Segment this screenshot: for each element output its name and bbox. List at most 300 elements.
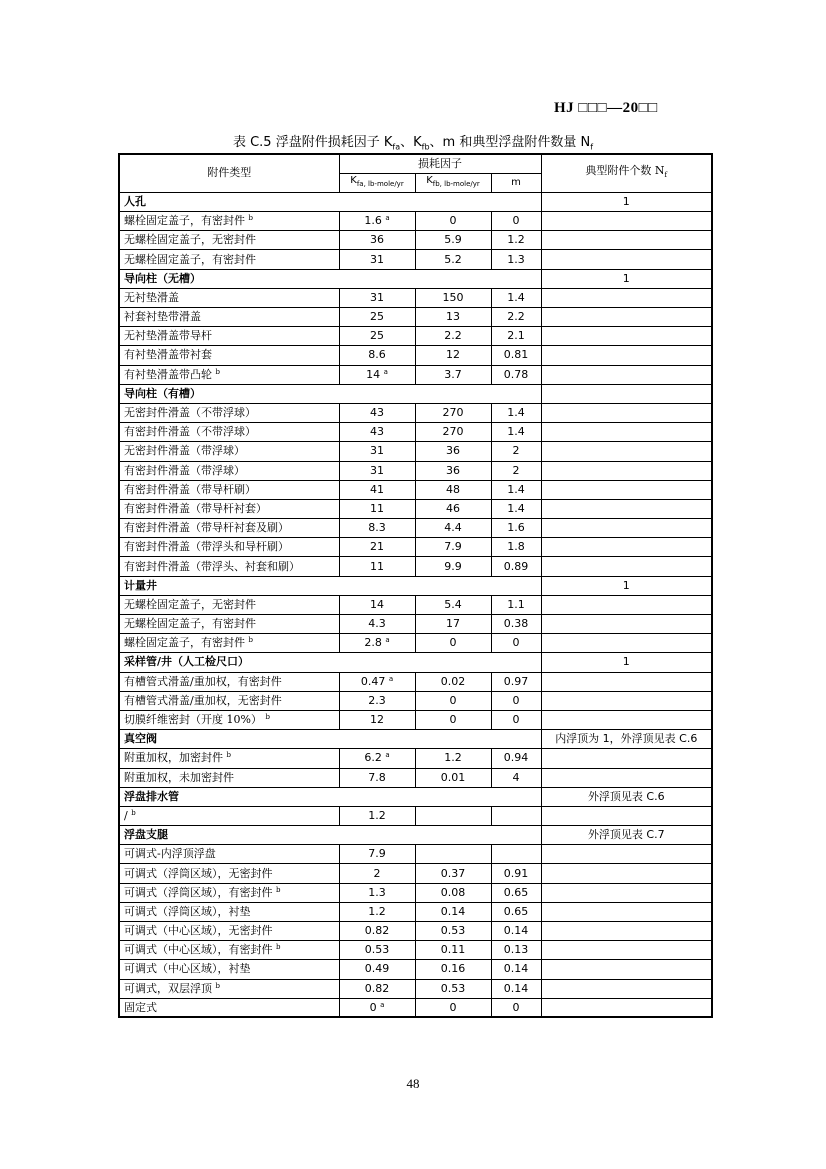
- fitting-type-text: 有槽管式滑盖/重加权，有密封件: [124, 674, 282, 688]
- kfa-value: [339, 922, 415, 941]
- kfb-value: 5.9: [415, 231, 491, 250]
- header-kfb: [415, 173, 491, 192]
- fitting-type-text: 螺栓固定盖子，有密封件: [124, 214, 245, 228]
- kfa-value-text: 0: [369, 1000, 377, 1014]
- m-value: 0.13: [491, 941, 541, 960]
- fitting-type-text: 无螺栓固定盖子，有密封件: [124, 617, 256, 631]
- fitting-type: [119, 634, 339, 653]
- nf-value: [541, 749, 712, 768]
- nf-value: [541, 845, 712, 864]
- nf-value: [541, 346, 712, 365]
- footnote-mark: b: [215, 981, 220, 990]
- kfb-value: 270: [415, 403, 491, 422]
- fitting-type-text: 有密封件滑盖（带浮球）: [124, 463, 245, 477]
- table-row: [119, 806, 712, 825]
- table-title-sep: 、K: [400, 135, 422, 150]
- fitting-type-text: 螺栓固定盖子，有密封件: [124, 636, 245, 650]
- kfb-value: 0.16: [415, 960, 491, 979]
- category-nf: [541, 384, 712, 403]
- kfa-value: [339, 308, 415, 327]
- fitting-type: [119, 212, 339, 231]
- fitting-type: [119, 615, 339, 634]
- m-value: 0.97: [491, 672, 541, 691]
- fitting-type: [119, 902, 339, 921]
- fitting-type: [119, 365, 339, 384]
- category-row: [119, 192, 712, 211]
- header-kfa-sub: fa, lb-mole/yr: [356, 180, 404, 189]
- fitting-type-text: 有密封件滑盖（带导杆刷）: [124, 482, 256, 496]
- category-row: [119, 576, 712, 595]
- table-row: [119, 288, 712, 307]
- table-row: [119, 365, 712, 384]
- fitting-type-text: 有密封件滑盖（带浮头和导杆刷）: [124, 540, 289, 554]
- fitting-type-text: 无螺栓固定盖子，无密封件: [124, 597, 256, 611]
- kfb-value: 9.9: [415, 557, 491, 576]
- nf-value: [541, 864, 712, 883]
- footnote-mark: a: [385, 636, 390, 645]
- kfa-value-text: 12: [370, 713, 384, 727]
- footnote-mark: b: [276, 885, 281, 894]
- nf-value: [541, 998, 712, 1017]
- m-value: [491, 806, 541, 825]
- fitting-type-text: 附重加权，加密封件: [124, 751, 223, 765]
- fitting-type-text: 固定式: [124, 1000, 157, 1014]
- nf-value: [541, 595, 712, 614]
- fitting-type-text: 可调式-内浮顶浮盘: [124, 847, 216, 861]
- kfa-value-text: 2.3: [368, 693, 386, 707]
- table-row: [119, 327, 712, 346]
- kfa-value-text: 31: [370, 463, 384, 477]
- nf-value: [541, 499, 712, 518]
- nf-value: [541, 480, 712, 499]
- fitting-type-text: 衬套衬垫带滑盖: [124, 310, 201, 324]
- fitting-type: [119, 250, 339, 269]
- kfb-value: 270: [415, 423, 491, 442]
- table-row: [119, 615, 712, 634]
- kfa-value: [339, 979, 415, 998]
- fitting-type-text: 可调式（中心区域），有密封件: [124, 943, 273, 957]
- category-row: [119, 384, 712, 403]
- category-name: 计量井: [119, 576, 541, 595]
- table-title-nf-sub: f: [590, 142, 594, 152]
- category-name: 采样管/井（人工检尺口）: [119, 653, 541, 672]
- table-row: [119, 922, 712, 941]
- table-row: [119, 423, 712, 442]
- kfa-value: [339, 327, 415, 346]
- document-code: HJ □□□—20□□: [554, 100, 658, 116]
- nf-value: [541, 250, 712, 269]
- kfa-value: [339, 480, 415, 499]
- fitting-type-text: 无螺栓固定盖子，无密封件: [124, 233, 256, 247]
- m-value: 1.4: [491, 288, 541, 307]
- kfb-value: 0.01: [415, 768, 491, 787]
- fitting-type: [119, 327, 339, 346]
- fitting-type: [119, 672, 339, 691]
- table-row: [119, 710, 712, 729]
- m-value: 1.6: [491, 519, 541, 538]
- nf-value: [541, 768, 712, 787]
- kfa-value-text: 6.2: [364, 751, 382, 765]
- kfb-value: 0: [415, 212, 491, 231]
- m-value: 0: [491, 998, 541, 1017]
- nf-value: [541, 461, 712, 480]
- kfa-value-text: 25: [370, 310, 384, 324]
- fitting-type: [119, 595, 339, 614]
- table-row: [119, 768, 712, 787]
- m-value: 1.4: [491, 423, 541, 442]
- fitting-type-text: 有密封件滑盖（不带浮球）: [124, 425, 256, 439]
- fitting-type-text: 无密封件滑盖（不带浮球）: [124, 406, 256, 420]
- kfa-value-text: 0.82: [364, 924, 390, 938]
- table-row: [119, 538, 712, 557]
- category-row: [119, 269, 712, 288]
- footnote-mark: b: [265, 713, 270, 722]
- kfb-value: 0: [415, 634, 491, 653]
- m-value: 2: [491, 442, 541, 461]
- fitting-type: [119, 883, 339, 902]
- category-nf: 内浮顶为 1，外浮顶见表 C.6: [541, 730, 712, 749]
- kfa-value-text: 8.3: [368, 521, 386, 535]
- m-value: 2: [491, 461, 541, 480]
- fitting-type: [119, 979, 339, 998]
- kfa-value-text: 36: [370, 233, 384, 247]
- footnote-mark: b: [276, 943, 281, 952]
- table-row: [119, 499, 712, 518]
- kfa-value: [339, 557, 415, 576]
- fitting-type: [119, 845, 339, 864]
- footnote-mark: a: [385, 214, 390, 223]
- kfa-value-text: 8.6: [368, 348, 386, 362]
- kfa-value: [339, 806, 415, 825]
- loss-factor-table: [118, 153, 713, 1018]
- fitting-type: [119, 308, 339, 327]
- kfa-value-text: 31: [370, 290, 384, 304]
- kfa-value-text: 4.3: [368, 617, 386, 631]
- category-row: [119, 730, 712, 749]
- kfa-value: [339, 231, 415, 250]
- table-title-prefix: 表 C.5 浮盘附件损耗因子 K: [232, 135, 393, 150]
- kfa-value: [339, 346, 415, 365]
- footnote-mark: a: [385, 751, 390, 760]
- category-name: 真空阀: [119, 730, 541, 749]
- fitting-type: [119, 710, 339, 729]
- header-loss-factor: 损耗因子: [339, 154, 541, 173]
- kfb-value: 17: [415, 615, 491, 634]
- fitting-type-text: 可调式，双层浮顶: [124, 981, 212, 995]
- m-value: 1.3: [491, 250, 541, 269]
- fitting-type-text: 无衬垫滑盖: [124, 290, 179, 304]
- kfa-value-text: 14: [366, 367, 381, 381]
- header-nf: [541, 154, 712, 192]
- fitting-type: [119, 960, 339, 979]
- kfa-value-text: 31: [370, 252, 384, 266]
- m-value: 0.89: [491, 557, 541, 576]
- kfa-value: [339, 615, 415, 634]
- table-row: [119, 595, 712, 614]
- fitting-type-text: 有衬垫滑盖带衬套: [124, 348, 212, 362]
- fitting-type: [119, 519, 339, 538]
- fitting-type-text: 可调式（中心区域），无密封件: [124, 924, 273, 938]
- nf-value: [541, 327, 712, 346]
- m-value: 0: [491, 710, 541, 729]
- m-value: 0.94: [491, 749, 541, 768]
- table-row: [119, 864, 712, 883]
- table-row: [119, 941, 712, 960]
- kfa-value: [339, 998, 415, 1017]
- m-value: 1.8: [491, 538, 541, 557]
- kfb-value: 4.4: [415, 519, 491, 538]
- nf-value: [541, 423, 712, 442]
- nf-value: [541, 902, 712, 921]
- kfa-value-text: 0.47: [360, 674, 386, 688]
- footnote-mark: b: [248, 214, 253, 223]
- kfb-value: 1.2: [415, 749, 491, 768]
- kfa-value: [339, 461, 415, 480]
- kfa-value-text: 43: [370, 425, 384, 439]
- category-nf: 外浮顶见表 C.6: [541, 787, 712, 806]
- fitting-type-text: 可调式（浮筒区域），衬垫: [124, 904, 251, 918]
- table-row: [119, 346, 712, 365]
- fitting-type: [119, 998, 339, 1017]
- fitting-type: [119, 346, 339, 365]
- fitting-type-text: 可调式（浮筒区域），有密封件: [124, 885, 273, 899]
- nf-value: [541, 634, 712, 653]
- kfb-value: 7.9: [415, 538, 491, 557]
- table-title-kfb-sub: fb: [421, 142, 430, 152]
- fitting-type: [119, 231, 339, 250]
- header-kfb-k: K: [426, 175, 433, 187]
- nf-value: [541, 519, 712, 538]
- fitting-type-text: 无衬垫滑盖带导杆: [124, 329, 212, 343]
- kfb-value: [415, 845, 491, 864]
- m-value: 1.2: [491, 231, 541, 250]
- nf-value: [541, 806, 712, 825]
- kfa-value-text: 2: [373, 866, 381, 880]
- nf-value: [541, 538, 712, 557]
- nf-value: [541, 231, 712, 250]
- category-name: 浮盘支腿: [119, 826, 541, 845]
- kfa-value: [339, 902, 415, 921]
- kfa-value: [339, 634, 415, 653]
- kfa-value: [339, 212, 415, 231]
- fitting-type-text: 无密封件滑盖（带浮球）: [124, 444, 245, 458]
- kfa-value-text: 1.3: [368, 885, 386, 899]
- nf-value: [541, 288, 712, 307]
- category-nf: 1: [541, 192, 712, 211]
- table-title: [0, 131, 826, 152]
- m-value: 0.65: [491, 883, 541, 902]
- kfa-value-text: 0.82: [364, 981, 390, 995]
- kfa-value: [339, 423, 415, 442]
- kfb-value: 5.2: [415, 250, 491, 269]
- category-name: 浮盘排水管: [119, 787, 541, 806]
- kfb-value: 48: [415, 480, 491, 499]
- table-row: [119, 480, 712, 499]
- table-row: [119, 442, 712, 461]
- category-nf: 1: [541, 576, 712, 595]
- table-row: [119, 212, 712, 231]
- nf-value: [541, 212, 712, 231]
- table-title-suffix: 、m 和典型浮盘附件数量 N: [429, 135, 591, 150]
- table-row: [119, 960, 712, 979]
- kfa-value-text: 21: [370, 540, 384, 554]
- nf-value: [541, 308, 712, 327]
- m-value: 1.4: [491, 403, 541, 422]
- fitting-type-text: 有密封件滑盖（带浮头、衬套和刷）: [124, 559, 300, 573]
- kfa-value: [339, 691, 415, 710]
- kfb-value: 0.11: [415, 941, 491, 960]
- nf-value: [541, 442, 712, 461]
- fitting-type: [119, 403, 339, 422]
- fitting-type: [119, 423, 339, 442]
- kfa-value-text: 31: [370, 444, 384, 458]
- footnote-mark: b: [131, 808, 136, 817]
- table-row: [119, 403, 712, 422]
- kfb-value: 2.2: [415, 327, 491, 346]
- header-type: 附件类型: [119, 154, 339, 192]
- kfa-value: [339, 288, 415, 307]
- fitting-type: [119, 768, 339, 787]
- table-row: [119, 845, 712, 864]
- table-row: [119, 231, 712, 250]
- kfb-value: 150: [415, 288, 491, 307]
- kfa-value-text: 43: [370, 406, 384, 420]
- table-row: [119, 672, 712, 691]
- kfa-value-text: 0.53: [364, 943, 390, 957]
- m-value: 0: [491, 212, 541, 231]
- kfb-value: 36: [415, 442, 491, 461]
- m-value: 2.1: [491, 327, 541, 346]
- header-nf-sub: f: [664, 171, 668, 180]
- table-title-kfa-sub: fa: [392, 142, 401, 152]
- header-m: m: [491, 173, 541, 192]
- table-row: [119, 979, 712, 998]
- kfa-value: [339, 595, 415, 614]
- kfa-value: [339, 403, 415, 422]
- kfa-value: [339, 519, 415, 538]
- kfa-value: [339, 250, 415, 269]
- table-row: [119, 557, 712, 576]
- nf-value: [541, 710, 712, 729]
- header-row-1: [119, 154, 712, 173]
- kfa-value-text: 11: [370, 559, 384, 573]
- kfb-value: 5.4: [415, 595, 491, 614]
- kfa-value: [339, 768, 415, 787]
- kfa-value: [339, 442, 415, 461]
- fitting-type: [119, 806, 339, 825]
- page-number: 48: [406, 1076, 420, 1091]
- m-value: 0.14: [491, 922, 541, 941]
- m-value: 0.38: [491, 615, 541, 634]
- fitting-type: [119, 442, 339, 461]
- kfa-value: [339, 845, 415, 864]
- nf-value: [541, 960, 712, 979]
- kfb-value: 0.14: [415, 902, 491, 921]
- fitting-type: [119, 941, 339, 960]
- nf-value: [541, 365, 712, 384]
- table-row: [119, 634, 712, 653]
- kfa-value: [339, 960, 415, 979]
- table-row: [119, 749, 712, 768]
- footnote-mark: b: [248, 636, 253, 645]
- footnote-mark: b: [215, 367, 220, 376]
- fitting-type-text: 切膜纤维密封（开度 10%）: [124, 713, 262, 727]
- table-row: [119, 691, 712, 710]
- fitting-type: [119, 557, 339, 576]
- fitting-type-text: 有槽管式滑盖/重加权，无密封件: [124, 693, 282, 707]
- kfa-value-text: 11: [370, 501, 384, 515]
- m-value: 1.1: [491, 595, 541, 614]
- m-value: 0.14: [491, 979, 541, 998]
- table-row: [119, 998, 712, 1017]
- kfb-value: 0: [415, 710, 491, 729]
- fitting-type-text: /: [124, 808, 128, 822]
- kfa-value-text: 7.9: [368, 847, 386, 861]
- m-value: 1.4: [491, 499, 541, 518]
- fitting-type-text: 有衬垫滑盖带凸轮: [124, 367, 212, 381]
- kfb-value: 0.08: [415, 883, 491, 902]
- kfa-value-text: 25: [370, 329, 384, 343]
- fitting-type-text: 可调式（中心区域），衬垫: [124, 962, 251, 976]
- fitting-type: [119, 288, 339, 307]
- kfb-value: 46: [415, 499, 491, 518]
- kfb-value: 0: [415, 691, 491, 710]
- m-value: [491, 845, 541, 864]
- fitting-type-text: 无螺栓固定盖子，有密封件: [124, 252, 256, 266]
- nf-value: [541, 691, 712, 710]
- kfa-value: [339, 365, 415, 384]
- fitting-type: [119, 864, 339, 883]
- kfa-value: [339, 883, 415, 902]
- kfa-value: [339, 499, 415, 518]
- m-value: 0.65: [491, 902, 541, 921]
- footnote-mark: a: [383, 367, 388, 376]
- kfb-value: 0.02: [415, 672, 491, 691]
- nf-value: [541, 557, 712, 576]
- fitting-type: [119, 461, 339, 480]
- fitting-type-text: 有密封件滑盖（带导杆衬套及刷）: [124, 521, 289, 535]
- kfa-value-text: 1.2: [368, 904, 386, 918]
- kfb-value: 13: [415, 308, 491, 327]
- fitting-type-text: 附重加权，未加密封件: [124, 770, 234, 784]
- fitting-type: [119, 538, 339, 557]
- kfa-value-text: 1.6: [364, 214, 382, 228]
- m-value: 0.81: [491, 346, 541, 365]
- header-kfb-sub: fb, lb-mole/yr: [432, 180, 480, 189]
- header-kfa-k: K: [350, 175, 357, 187]
- kfb-value: 3.7: [415, 365, 491, 384]
- category-nf: 外浮顶见表 C.7: [541, 826, 712, 845]
- table-row: [119, 902, 712, 921]
- fitting-type: [119, 480, 339, 499]
- kfa-value: [339, 749, 415, 768]
- nf-value: [541, 615, 712, 634]
- m-value: 0: [491, 634, 541, 653]
- table-row: [119, 461, 712, 480]
- fitting-type-text: 有密封件滑盖（带导杆衬套）: [124, 501, 267, 515]
- m-value: 0: [491, 691, 541, 710]
- kfb-value: 0.37: [415, 864, 491, 883]
- kfa-value: [339, 710, 415, 729]
- kfa-value-text: 0.49: [364, 962, 390, 976]
- kfa-value-text: 7.8: [368, 770, 386, 784]
- fitting-type: [119, 691, 339, 710]
- table-row: [119, 250, 712, 269]
- m-value: 0.78: [491, 365, 541, 384]
- category-name: 人孔: [119, 192, 541, 211]
- fitting-type: [119, 749, 339, 768]
- m-value: 4: [491, 768, 541, 787]
